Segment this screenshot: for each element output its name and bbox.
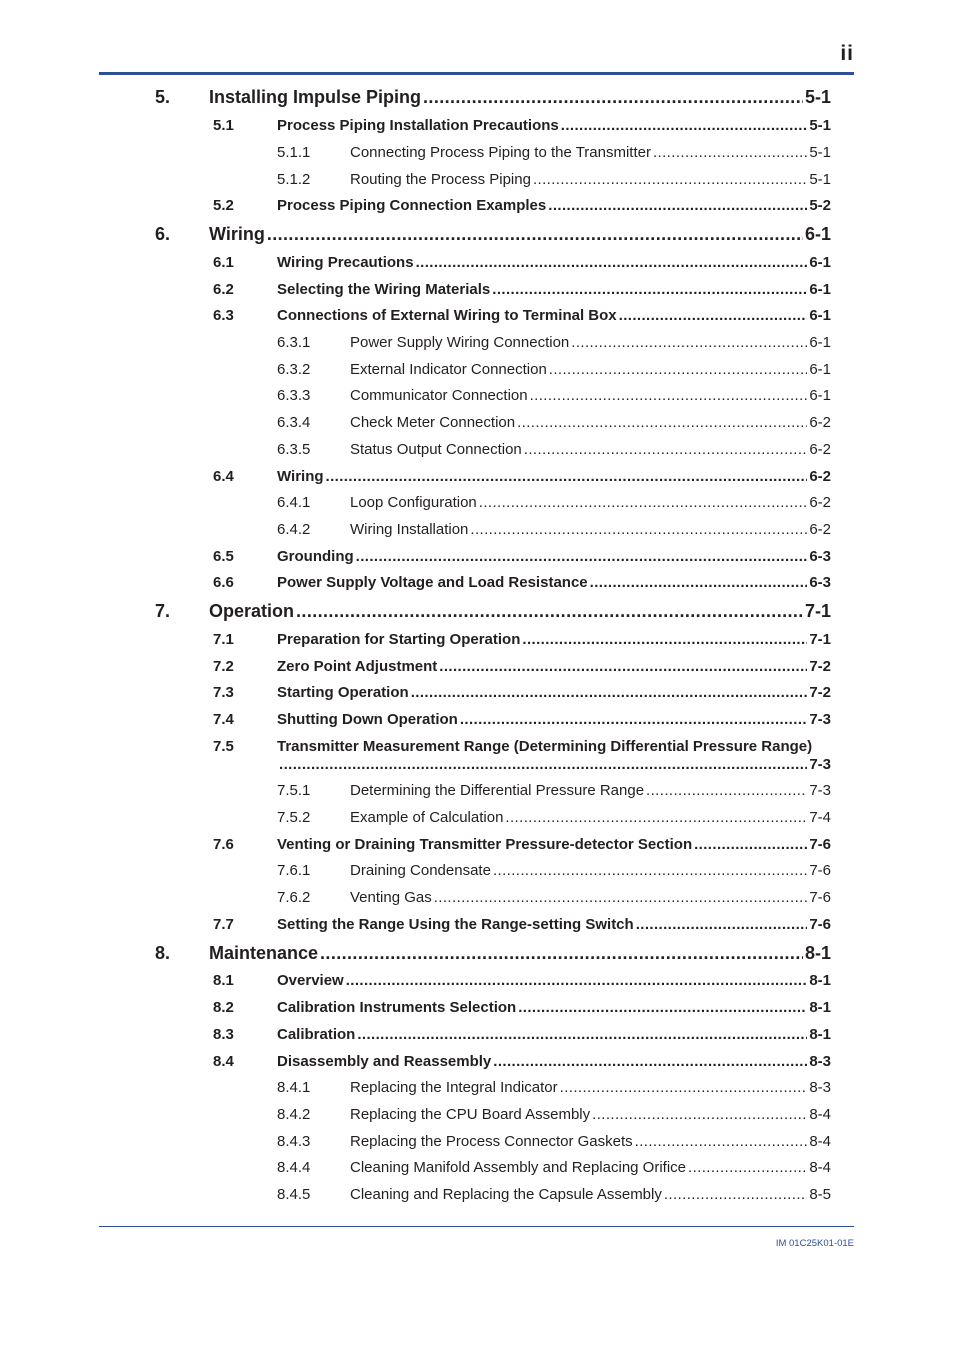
toc-entry-number: 7.5	[213, 738, 234, 755]
toc-entry-title: Installing Impulse Piping	[209, 87, 422, 107]
toc-entry-page: 6-1	[804, 224, 831, 244]
toc-entry-title: Shutting Down Operation	[277, 711, 458, 728]
toc-entry-title: Connecting Process Piping to the Transmitter	[350, 144, 651, 161]
toc-entry-page: 5-2	[809, 197, 831, 214]
dot-leader	[524, 441, 808, 458]
toc-entry-page: 8-1	[809, 972, 831, 989]
toc-entry-line	[277, 574, 831, 591]
toc-entry-line	[277, 281, 831, 298]
toc-entry-page: 6-1	[809, 387, 831, 404]
toc-entry-page: 7-2	[809, 658, 831, 675]
toc-entry-page: 6-2	[809, 441, 831, 458]
toc-entry-line	[350, 862, 831, 879]
dot-leader	[470, 521, 807, 538]
toc-entry-title: Wiring	[209, 224, 265, 244]
toc-entry-page: 5-1	[804, 87, 831, 107]
toc-entry-title: Calibration Instruments Selection	[277, 999, 517, 1016]
toc-entry-line	[350, 361, 831, 378]
toc-entry-number: 6.5	[213, 548, 234, 565]
toc-entry-page: 5-1	[809, 117, 831, 134]
toc-entry-line	[350, 1079, 831, 1096]
dot-leader	[296, 601, 803, 622]
dot-leader	[326, 468, 808, 485]
toc-entry-title: Selecting the Wiring Materials	[277, 281, 491, 298]
toc-entry-title: Check Meter Connection	[350, 414, 516, 431]
dot-leader	[505, 809, 807, 826]
toc-entry-number: 7.4	[213, 711, 234, 728]
dot-leader	[694, 836, 807, 853]
toc-entry-line	[350, 889, 831, 906]
toc-entry-number: 8.2	[213, 999, 234, 1016]
toc-entry-title: Setting the Range Using the Range-setting Switch	[277, 916, 634, 933]
toc-entry-title: Routing the Process Piping	[350, 171, 531, 188]
toc-entry-line	[277, 972, 831, 989]
toc-entry-number: 8.4.3	[277, 1133, 311, 1150]
dot-leader	[267, 224, 803, 245]
toc-entry-title: Wiring Precautions	[277, 254, 414, 271]
toc-entry-number: 8.4.2	[277, 1106, 311, 1123]
toc-entry-page: 6-1	[809, 281, 831, 298]
dot-leader	[635, 1133, 808, 1150]
toc-entry-title: Example of Calculation	[350, 809, 504, 826]
toc-entry-title: Draining Condensate	[350, 862, 491, 879]
toc-entry-line	[277, 916, 831, 933]
toc-entry-number: 6.4	[213, 468, 234, 485]
toc-entry-continuation	[277, 756, 831, 773]
toc-entry-page: 7-3	[809, 711, 831, 728]
toc-entry-number: 8.4.1	[277, 1079, 311, 1096]
toc-entry-number: 6.4.2	[277, 521, 311, 538]
toc-entry-line	[350, 171, 831, 188]
toc-entry-title: Replacing the CPU Board Assembly	[350, 1106, 591, 1123]
toc-entry-line	[277, 254, 831, 271]
toc-entry-title: Loop Configuration	[350, 494, 477, 511]
toc-entry-number: 7.5.2	[277, 809, 311, 826]
toc-entry-page: 7-1	[809, 631, 831, 648]
dot-leader	[560, 1079, 808, 1096]
toc-entry-number: 7.6	[213, 836, 234, 853]
toc-entry-line	[350, 782, 831, 799]
toc-entry-line	[277, 999, 831, 1016]
toc-entry-page: 7-1	[804, 601, 831, 621]
dot-leader	[493, 1053, 807, 1070]
toc-entry-title: Cleaning and Replacing the Capsule Assembly	[350, 1186, 662, 1203]
dot-leader	[636, 916, 808, 933]
toc-entry-number: 6.3.4	[277, 414, 311, 431]
toc-entry-number: 7.7	[213, 916, 234, 933]
toc-entry-number: 6.6	[213, 574, 234, 591]
dot-leader	[522, 631, 807, 648]
toc-entry-page: 8-4	[809, 1106, 831, 1123]
toc-entry-line	[350, 414, 831, 431]
dot-leader	[346, 972, 808, 989]
toc-entry-page: 7-2	[809, 684, 831, 701]
toc-entry-page: 8-3	[809, 1053, 831, 1070]
toc-entry-number: 6.3	[213, 307, 234, 324]
toc-entry-number: 6.3.3	[277, 387, 311, 404]
toc-entry-line	[209, 601, 831, 622]
toc-entry-title: Determining the Differential Pressure Range	[350, 782, 645, 799]
dot-leader	[434, 889, 808, 906]
toc-entry-page: 7-3	[809, 756, 831, 773]
header-rule	[99, 72, 854, 75]
toc-entry-title: Replacing the Integral Indicator	[350, 1079, 558, 1096]
dot-leader	[533, 171, 807, 188]
toc-entry-number: 8.4	[213, 1053, 234, 1070]
toc-entry-number: 7.6.1	[277, 862, 311, 879]
dot-leader	[571, 334, 807, 351]
toc-entry-page: 7-6	[809, 889, 831, 906]
toc-entry-page: 6-2	[809, 414, 831, 431]
dot-leader	[411, 684, 808, 701]
toc-entry-title: External Indicator Connection	[350, 361, 547, 378]
dot-leader	[518, 999, 807, 1016]
toc-entry-title: Replacing the Process Connector Gaskets	[350, 1133, 633, 1150]
toc-entry-number: 5.1.2	[277, 171, 311, 188]
toc-entry-number: 6.1	[213, 254, 234, 271]
dot-leader	[460, 711, 807, 728]
toc-entry-number: 6.4.1	[277, 494, 311, 511]
toc-entry-page: 6-2	[809, 521, 831, 538]
toc-entry-page: 8-4	[809, 1133, 831, 1150]
toc-entry-number: 8.3	[213, 1026, 234, 1043]
toc-entry-title: Calibration	[277, 1026, 356, 1043]
toc-entry-page: 8-4	[809, 1159, 831, 1176]
dot-leader	[688, 1159, 807, 1176]
toc-entry-line	[350, 1106, 831, 1123]
toc-entry-line	[277, 631, 831, 648]
document-id: IM 01C25K01-01E	[775, 1238, 854, 1249]
toc-entry-line	[350, 334, 831, 351]
toc-entry-number: 6.3.1	[277, 334, 311, 351]
dot-leader	[517, 414, 807, 431]
toc-entry-page: 7-6	[809, 862, 831, 879]
toc-entry-title: Overview	[277, 972, 344, 989]
toc-entry-line	[350, 387, 831, 404]
dot-leader	[423, 87, 803, 108]
toc-entry-number: 7.5.1	[277, 782, 311, 799]
toc-entry-line	[350, 144, 831, 161]
toc-entry-line	[350, 1186, 831, 1203]
toc-entry-line	[277, 307, 831, 324]
toc-entry-page: 5-1	[809, 171, 831, 188]
toc-entry-line	[209, 224, 831, 245]
toc-entry-number: 6.2	[213, 281, 234, 298]
toc-entry-page: 6-1	[809, 334, 831, 351]
toc-entry-line	[277, 548, 831, 565]
toc-entry-number: 7.1	[213, 631, 234, 648]
dot-leader	[479, 494, 808, 511]
toc-entry-title: Transmitter Measurement Range (Determining Differential Pressure Range)	[277, 738, 813, 755]
dot-leader	[416, 254, 808, 271]
toc-entry-number: 8.4.5	[277, 1186, 311, 1203]
toc-entry-title: Preparation for Starting Operation	[277, 631, 521, 648]
footer-rule	[99, 1226, 854, 1227]
dot-leader	[561, 117, 808, 134]
toc-entry-line	[277, 711, 831, 728]
toc-entry-page: 6-2	[809, 468, 831, 485]
toc-entry-line	[277, 468, 831, 485]
toc-entry-title: Connections of External Wiring to Terminal Box	[277, 307, 617, 324]
dot-leader	[530, 387, 808, 404]
dot-leader	[664, 1186, 807, 1203]
toc-entry-line	[277, 1026, 831, 1043]
toc-entry-page: 6-1	[809, 254, 831, 271]
toc-entry-title: Communicator Connection	[350, 387, 528, 404]
toc-entry-title: Starting Operation	[277, 684, 409, 701]
dot-leader	[653, 144, 807, 161]
dot-leader	[592, 1106, 807, 1123]
toc-entry-number: 5.1	[213, 117, 234, 134]
toc-entry-page: 6-1	[809, 307, 831, 324]
toc-entry-number: 5.	[155, 87, 171, 107]
toc-entry-page: 7-6	[809, 916, 831, 933]
toc-entry-title: Grounding	[277, 548, 354, 565]
toc-entry-line	[350, 809, 831, 826]
toc-entry-page: 7-3	[809, 782, 831, 799]
toc-entry-line	[209, 87, 831, 108]
toc-entry-title: Venting Gas	[350, 889, 432, 906]
toc-entry-title: Wiring Installation	[350, 521, 469, 538]
toc-entry-title: Process Piping Connection Examples	[277, 197, 547, 214]
toc-entry-number: 6.	[155, 224, 171, 244]
toc-entry-page: 8-3	[809, 1079, 831, 1096]
toc-entry-page: 8-1	[804, 943, 831, 963]
toc-entry-page: 6-3	[809, 574, 831, 591]
toc-entry-title: Cleaning Manifold Assembly and Replacing Orifice	[350, 1159, 687, 1176]
toc-entry-title: Process Piping Installation Precautions	[277, 117, 559, 134]
toc-entry-page: 8-5	[809, 1186, 831, 1203]
toc-entry-page: 6-2	[809, 494, 831, 511]
toc-entry-line	[350, 1159, 831, 1176]
toc-entry-line	[350, 1133, 831, 1150]
toc-entry-title: Maintenance	[209, 943, 319, 963]
toc-entry-line	[350, 521, 831, 538]
dot-leader	[492, 281, 807, 298]
toc-entry-number: 5.1.1	[277, 144, 311, 161]
toc-entry-page: 6-1	[809, 361, 831, 378]
toc-entry-number: 7.6.2	[277, 889, 311, 906]
toc-entry-title: Wiring	[277, 468, 324, 485]
dot-leader	[439, 658, 807, 675]
toc-entry-title: Power Supply Wiring Connection	[350, 334, 570, 351]
toc-entry-line	[277, 117, 831, 134]
toc-entry-title: Disassembly and Reassembly	[277, 1053, 492, 1070]
toc-entry-number: 7.2	[213, 658, 234, 675]
dot-leader	[619, 307, 808, 324]
toc-entry-line	[209, 943, 831, 964]
dot-leader	[549, 361, 808, 378]
toc-entry-number: 7.	[155, 601, 171, 621]
toc-entry-page: 7-6	[809, 836, 831, 853]
toc-entry-line	[277, 197, 831, 214]
toc-entry-line	[277, 836, 831, 853]
toc-entry-title: Venting or Draining Transmitter Pressure-detector Section	[277, 836, 693, 853]
toc-entry-line	[277, 658, 831, 675]
dot-leader	[357, 1026, 807, 1043]
toc-entry-title: Zero Point Adjustment	[277, 658, 438, 675]
dot-leader	[548, 197, 807, 214]
toc-entry-page: 5-1	[809, 144, 831, 161]
toc-entry-number: 6.3.5	[277, 441, 311, 458]
toc-entry-title: Status Output Connection	[350, 441, 522, 458]
toc-entry-number: 5.2	[213, 197, 234, 214]
toc-entry-number: 6.3.2	[277, 361, 311, 378]
toc-entry-number: 7.3	[213, 684, 234, 701]
toc-entry-page: 8-1	[809, 999, 831, 1016]
toc-entry-line	[350, 441, 831, 458]
toc-entry-title: Operation	[209, 601, 295, 621]
toc-entry-line	[350, 494, 831, 511]
toc-entry-line	[277, 684, 831, 701]
dot-leader	[320, 943, 803, 964]
dot-leader	[493, 862, 807, 879]
page-number: ii	[840, 42, 854, 65]
dot-leader	[646, 782, 807, 799]
toc-entry-page: 8-1	[809, 1026, 831, 1043]
toc-entry-line	[277, 1053, 831, 1070]
dot-leader	[356, 548, 808, 565]
toc-entry-number: 8.1	[213, 972, 234, 989]
toc-entry-page: 7-4	[809, 809, 831, 826]
dot-leader	[279, 756, 807, 773]
toc-entry-number: 8.	[155, 943, 171, 963]
toc-entry-page: 6-3	[809, 548, 831, 565]
toc-entry-title: Power Supply Voltage and Load Resistance	[277, 574, 588, 591]
dot-leader	[590, 574, 808, 591]
toc-entry-number: 8.4.4	[277, 1159, 311, 1176]
